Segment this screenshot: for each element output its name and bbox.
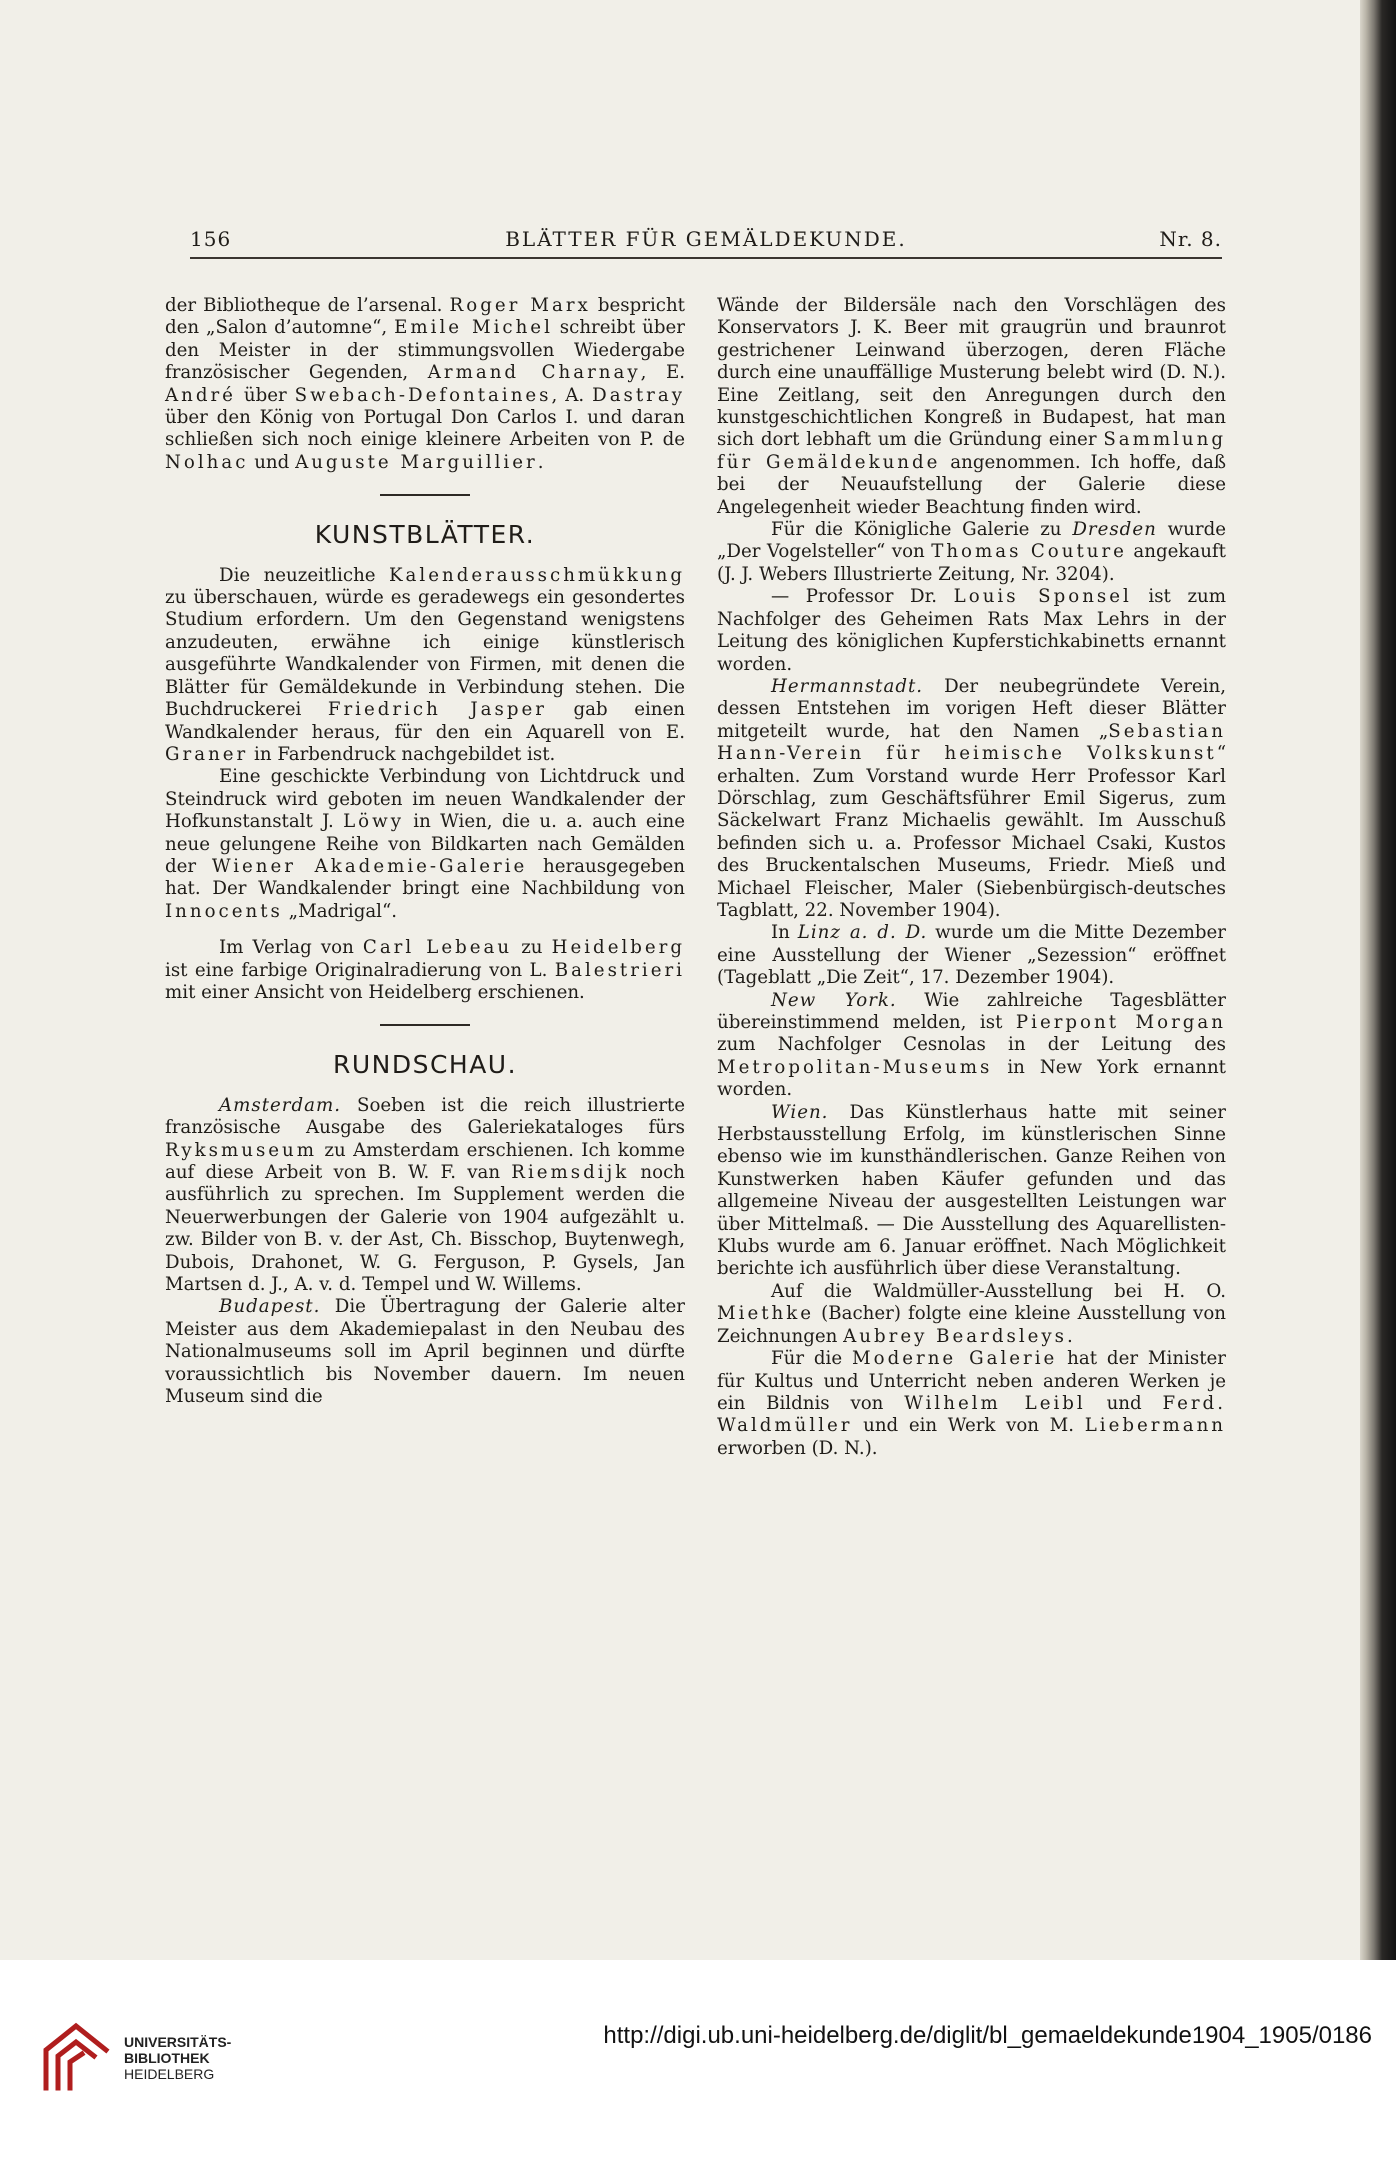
emphasized-name: Dastray — [592, 384, 685, 406]
place-name: Budapest. — [219, 1296, 321, 1318]
permalink-url[interactable]: http://digi.ub.uni-heidelberg.de/diglit/bl_gemaeldekunde1904_1905/0186 — [603, 2022, 1372, 2049]
emphasized-name: Emile Michel — [394, 317, 553, 339]
text-run: , E. — [640, 362, 685, 384]
ub-heidelberg-logo-icon — [38, 2020, 114, 2096]
text-run: zum Nachfolger Cesnolas in der Leitung des — [717, 1034, 1226, 1056]
text-run: . — [1067, 1325, 1073, 1347]
paragraph — [717, 1281, 1226, 1348]
paragraph — [717, 295, 1226, 519]
paragraph — [717, 586, 1226, 676]
text-run: noch ausführlich zu sprechen. Im Supplement werden die Neuerwerbungen der Galerie von 1904 aufgezählt u. zw. Bilder von B. v. der Ast, Ch. Bisschop, Buytenwegh, Dubois, Drahonet, W. G. Ferguson, P. Gysels, Jan Martsen d. J., A. v. d. Tempel und W. Willems. — [165, 1162, 685, 1296]
text-run: Das Künstlerhaus hatte mit seiner Herbstausstellung Erfolg, im künstlerischen Sinne ebenso wie im kunsthändlerischen. Ganze Reihen von Kunstwerken haben Käufer gefunden und das allgemeine Niveau der ausgestellten Leistungen war über Mittelmaß. — Die Ausstellung des Aquarellisten-Klubs wurde am 6. Januar eröffnet. Nach Möglichkeit berichte ich ausführlich über diese Veranstaltung. — [717, 1101, 1226, 1280]
paragraph — [717, 676, 1226, 922]
paragraph — [717, 519, 1226, 586]
place-name: Wien. — [771, 1101, 829, 1123]
emphasized-name: Aubrey Beardsleys — [843, 1325, 1068, 1347]
journal-title: BLÄTTER FÜR GEMÄLDEKUNDE. — [505, 227, 907, 251]
issue-number: Nr. 8. — [1159, 227, 1222, 251]
text-run: Soeben ist die reich illustrierte französische Ausgabe des Galeriekataloges fürs — [165, 1094, 685, 1139]
section-heading: KUNSTBLÄTTER. — [314, 520, 536, 550]
place-name: Amsterdam. — [219, 1094, 341, 1116]
text-run: Der neubegründete Verein, dessen Entstehen im vorigen Heft dieser Blätter mitgeteilt wurde, hat den Namen „ — [717, 675, 1226, 742]
library-line: HEIDELBERG — [124, 2066, 215, 2082]
emphasized-name: Wiener Akademie-Galerie — [211, 855, 528, 877]
library-name — [124, 2034, 231, 2082]
text-run: „Madrigal“. — [282, 900, 398, 922]
emphasized-name: Graner — [165, 743, 249, 765]
emphasized-name: Miethke — [717, 1303, 815, 1325]
emphasized-name: Pierpont Morgan — [1015, 1012, 1226, 1033]
text-run: (Bacher) folgte eine kleine Ausstellung von Zeichnungen — [717, 1303, 1226, 1347]
emphasized-name: Nolhac — [165, 451, 249, 473]
library-line: BIBLIOTHEK — [124, 2050, 210, 2066]
emphasized-name: Roger Marx — [449, 295, 591, 316]
emphasized-name: Moderne Galerie — [852, 1348, 1058, 1370]
text-run: Für die — [771, 1348, 853, 1370]
text-run: Eine geschickte Verbindung von Lichtdruck und Steindruck wird geboten im neuen Wandkalender der Hofkunstanstalt J. — [165, 766, 685, 833]
text-run: In — [771, 922, 798, 944]
emphasized-name: Wilhelm Leibl — [904, 1392, 1086, 1414]
text-run: und ein Werk von M. — [852, 1415, 1085, 1437]
emphasized-name: Liebermann — [1084, 1415, 1226, 1437]
paragraph — [717, 1348, 1226, 1460]
paragraph — [717, 1102, 1226, 1281]
text-run: erworben (D. N.). — [717, 1437, 878, 1459]
emphasized-name: Armand Charnay — [427, 362, 641, 384]
text-run: der Bibliotheque de l’arsenal. — [165, 295, 450, 316]
text-run: und — [248, 451, 296, 473]
text-run: über den König von Portugal Don Carlos I. und daran schließen sich noch einige kleinere Arbeiten von P. de — [165, 407, 685, 451]
text-run: “ erhalten. Zum Vorstand wurde Herr Professor Karl Dörschlag, zum Geschäftsführer Emil Sigerus, zum Säckelwart Franz Michaelis gewählt. Im Ausschuß befinden sich u. a. Professor Michael Csaki, Kustos des Bruckentalschen Museums, Friedr. Mieß und Michael Fleischer, Maler (Siebenbürgisch-deutsches Tagblatt, 22. November 1904). — [717, 743, 1226, 921]
emphasized-name: Balestrieri — [554, 959, 685, 981]
text-run: über — [235, 384, 295, 406]
emphasized-name: Swebach-Defontaines — [294, 384, 552, 406]
paragraph — [165, 937, 685, 1004]
text-run: bespricht den „Salon d’automne“, — [165, 295, 685, 339]
paragraph — [165, 565, 685, 767]
paragraph — [165, 1296, 685, 1408]
text-run: Wie zahlreiche Tagesblätter übereinstimmend melden, ist — [717, 989, 1226, 1033]
text-run: Für die Königliche Galerie zu — [771, 519, 1073, 541]
text-run: angenommen. Ich hoffe, daß bei der Neuaufstellung der Galerie diese Angelegenheit wieder Beachtung finden wird. — [717, 451, 1226, 518]
place-name: Hermannstadt. — [771, 675, 924, 697]
page-number: 156 — [190, 227, 232, 251]
scan-edge-shadow — [1360, 0, 1396, 1960]
paragraph — [165, 766, 685, 923]
right-column — [717, 295, 1226, 1460]
text-run: herausgegeben hat. Der Wandkalender bringt eine Nachbildung von — [165, 855, 685, 900]
running-header — [190, 221, 1222, 259]
emphasized-name: Ryksmuseum — [165, 1139, 318, 1161]
text-run: wurde um die Mitte Dezember eine Ausstellung der Wiener „Sezession“ eröffnet (Tageblatt „Die Zeit“, 17. Dezember 1904). — [717, 922, 1227, 989]
paragraph — [717, 922, 1226, 989]
text-run: hat der Minister für Kultus und Unterricht neben anderen Werken je ein Bildnis von — [717, 1348, 1226, 1414]
text-run: Die Übertragung der Galerie alter Meister aus dem Akademiepalast in den Neubau des Nationalmuseums soll im April beginnen und dürfte voraussichtlich bis November dauern. Im neuen Museum sind die — [165, 1296, 685, 1408]
section-heading: RUNDSCHAU. — [332, 1050, 518, 1080]
section-divider — [380, 494, 470, 496]
text-run: Die neuzeitliche — [219, 564, 389, 586]
text-run: in Farbendruck nachgebildet ist. — [248, 743, 556, 765]
text-run: in Wien, die u. a. auch eine neue gelungene Reihe von Bildkarten nach Gemälden der — [165, 811, 685, 877]
text-run: Auf die Waldmüller-Ausstellung bei H. O. — [771, 1280, 1226, 1302]
paragraph — [165, 1095, 685, 1297]
text-run: , A. — [551, 384, 593, 406]
text-run: zu — [512, 937, 552, 959]
text-run: ist zum Nachfolger des Geheimen Rats Max Lehrs in der Leitung des königlichen Kupferstichkabinetts ernannt worden. — [717, 586, 1226, 675]
text-run: zu überschauen, würde es geradewegs ein gesondertes Studium erfordern. Um den Gegenstand wenigstens anzudeuten, erwähne ich einige künstlerisch ausgeführte Wandkalender von Firmen, mit denen die Blätter für Gemäldekunde in Verbindung stehen. Die Buchdruckerei — [165, 587, 685, 721]
place-name: Linz a. d. D. — [797, 922, 928, 944]
library-line: UNIVERSITÄTS- — [124, 2034, 232, 2050]
emphasized-name: Louis Sponsel — [953, 586, 1132, 608]
text-run: mit einer Ansicht von Heidelberg erschienen. — [165, 981, 585, 1003]
paragraph — [717, 990, 1226, 1102]
emphasized-name: Auguste Marguillier — [295, 451, 538, 473]
emphasized-name: Thomas Couture — [931, 541, 1127, 563]
emphasized-name: Heidelberg — [551, 937, 686, 959]
emphasized-name: Kalenderausschmükkung — [388, 564, 685, 586]
place-name: New York. — [771, 989, 897, 1011]
text-run: Im Verlag von — [219, 937, 363, 959]
emphasized-name: Metropolitan-Museums — [717, 1056, 993, 1078]
emphasized-name: Sammlung für Gemäldekunde — [717, 429, 1226, 473]
place-name: Dresden — [1072, 519, 1157, 541]
paragraph — [165, 295, 685, 474]
emphasized-name: Friedrich Jasper — [327, 699, 547, 721]
text-run: . — [537, 451, 544, 473]
text-run: in New York ernannt worden. — [717, 1056, 1226, 1101]
emphasized-name: Carl Lebeau — [362, 937, 513, 959]
left-column — [165, 295, 685, 1408]
emphasized-name: Löwy — [343, 811, 404, 833]
emphasized-name: Riemsdijk — [511, 1162, 630, 1183]
section-divider — [380, 1024, 470, 1026]
text-run: gab einen Wandkalender heraus, für den ein Aquarell von E. — [165, 699, 686, 743]
text-run: schreibt über den Meister in der stimmungsvollen Wiedergabe französischer Gegenden, — [165, 317, 685, 384]
text-run: zu Amsterdam erschienen. Ich komme auf diese Arbeit von B. W. F. van — [165, 1139, 685, 1183]
emphasized-name: Innocents — [165, 900, 283, 922]
text-run: wurde „Der Vogelsteller“ von — [717, 519, 1226, 563]
text-run: Wände der Bildersäle nach den Vorschlägen des Konservators J. K. Beer mit graugrün und braunrot gestrichener Leinwand überzogen, deren Fläche durch eine unauffällige Musterung belebt wird (D. N.). Eine Zeitlang, seit den Anregungen durch den kunstgeschichtlichen Kongreß in Budapest, hat man sich dort lebhaft um die Gründung einer — [717, 295, 1226, 451]
emphasized-name: André — [165, 384, 236, 406]
emphasized-name: Ferd. Waldmüller — [717, 1392, 1226, 1437]
text-run: und — [1085, 1392, 1163, 1414]
text-run: angekauft (J. J. Webers Illustrierte Zeitung, Nr. 3204). — [717, 541, 1226, 585]
text-run: ist eine farbige Originalradierung von L. — [165, 959, 555, 981]
text-run: — Professor Dr. — [771, 586, 954, 608]
emphasized-name: Sebastian Hann-Verein für heimische Volkskunst — [717, 720, 1226, 765]
